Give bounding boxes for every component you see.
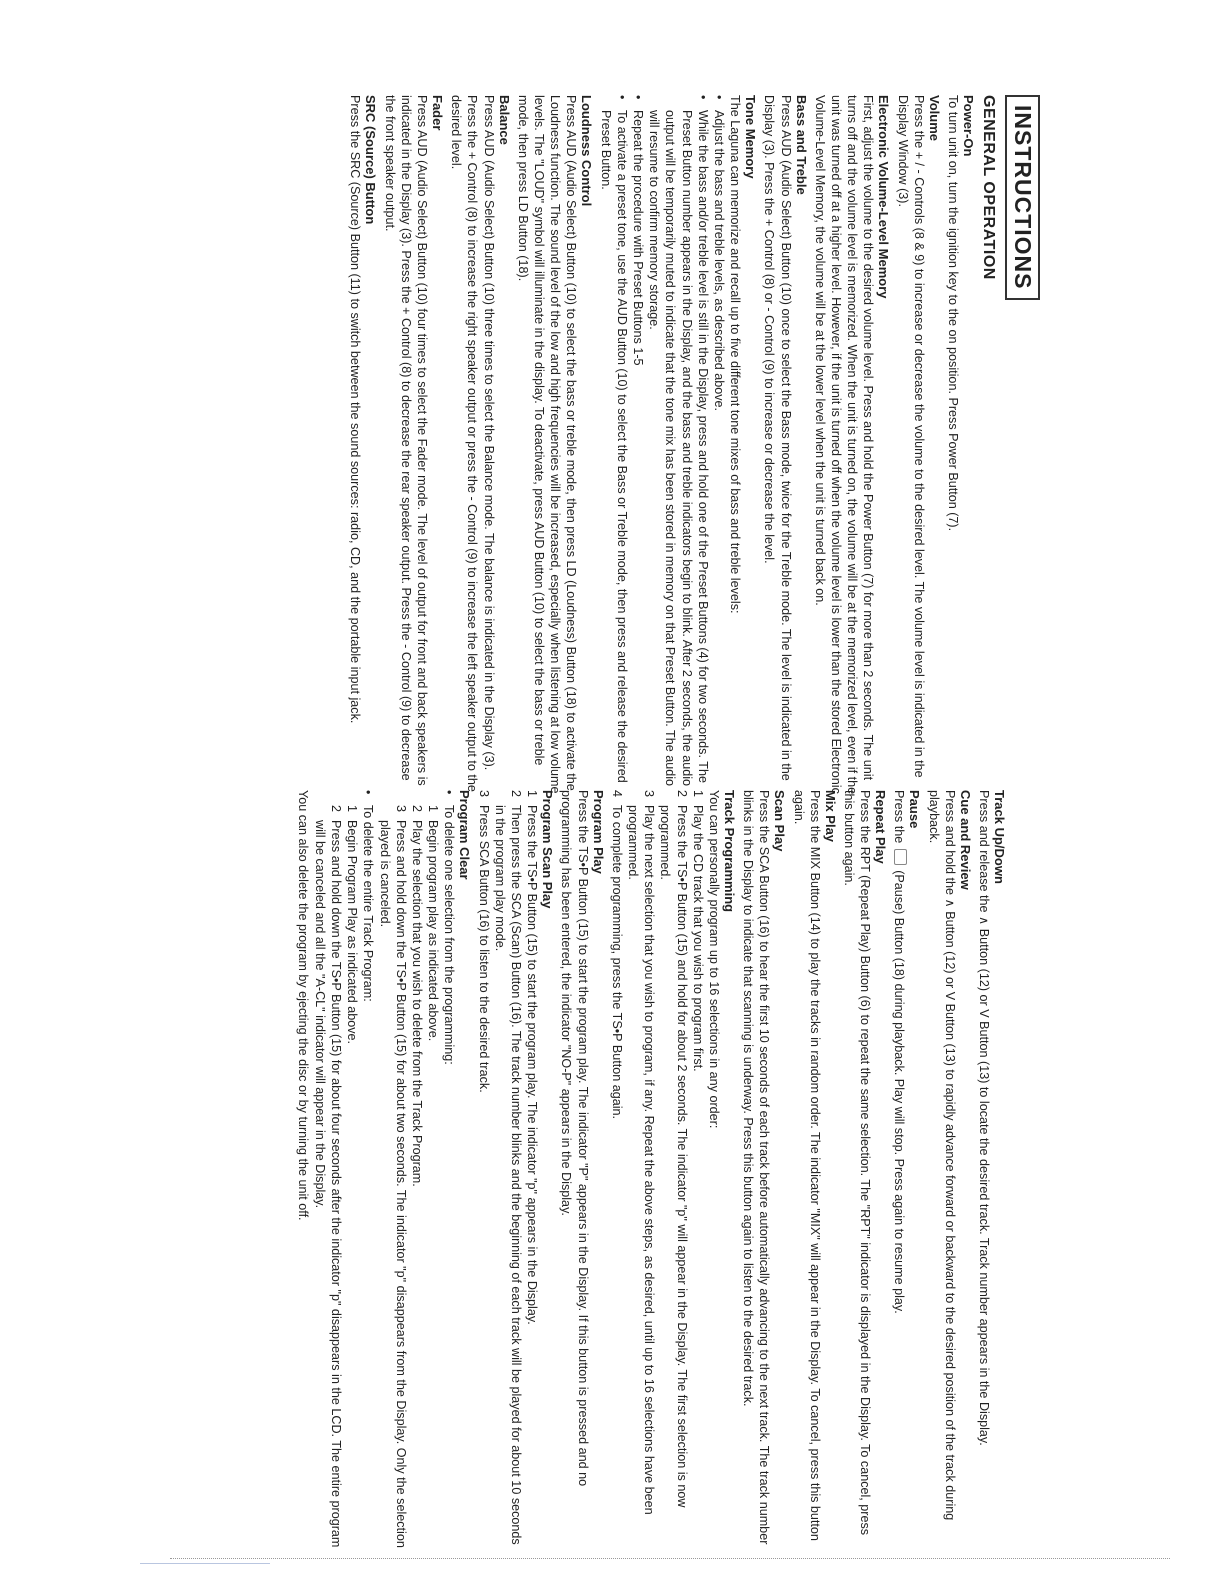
list-item: 1 Begin program play as indicated above. [426,805,441,1042]
track-programming-steps [609,790,706,1550]
evlm-title: Electronic Volume-Level Memory [876,95,892,299]
mix-text: Press the MIX Button (14) to play the tracks in random order. The indicator "MIX" will appear in the Display. To cancel, press this button again. [791,790,822,1541]
loudness-title: Loudness Control [579,95,595,207]
power-on-text: To turn unit on, turn the ignition key to the on position. Press Power Button (7). [946,95,960,532]
track-programming-title: Track Programming [721,790,737,913]
list-item: • Adjust the bass and treble levels, as described above. [711,95,726,412]
list-item: 3 Press SCA Button (16) to listen to the desired track. [476,790,491,1093]
volume-text: Press the + / - Controls (8 & 9) to increase or decrease the volume to the desired level. The volume level is indicated in the Display Window (3). [895,95,926,778]
bullet-icon: • [630,95,645,100]
program-play-text: Press the TS•P Button (15) to start the program play. The indicator "P" appears in the Display. If this button is pressed and no programming has been entered, the indicator "NO-P" appears in the Display. [559,790,590,1487]
scan-text: Press the SCA Button (16) to hear the first 10 seconds of each track before automatically advancing to the next track. The track number blinks in the Display to indicate that scanning is underway. Press this button again to listen to the desired track. [741,790,772,1545]
volume-title: Volume [926,95,942,141]
power-on-title: Power-On [961,95,976,157]
scan-title: Scan Play [772,790,788,852]
list-item: 2 Play the selection that you wish to delete from the Track Program. [409,805,424,1187]
balance-text: Press AUD (Audio Select) Button (10) three times to select the Balance mode. The balance is indicated in the Display (3). Press the + Control (8) to increase the right speaker output or press the - Control (9) to increase the left speaker output to the desired level. [449,95,496,792]
bullet-icon: • [614,95,629,100]
list-item: 2 Press and hold down the TS•P Button (15) for about four seconds after the indicator "p" disappears in the LCD. The entire program will be canceled and all the "A-CL" indicator will appear in the Display. [312,805,343,1548]
loudness-text: Press AUD (Audio Select) Button (10) to select the bass or treble mode, then press LD (Loudness) Button (18) to activate the Loudness function. The sound level of the low and high frequencies will be increased, especially when listening at low volume levels. The "LOUD" symbol will illuminate in the display. To deactivate, press AUD Button (10) to select the bass or treble mode, then press LD Button (18). [515,95,579,794]
pause-icon [894,849,907,865]
bullet-icon: • [695,95,710,100]
bullet-icon: • [361,790,376,795]
scan-edge-mark [140,1563,270,1564]
scan-edge-line [170,1558,1170,1559]
list-item: • Repeat the procedure with Preset Buttons 1-5 [630,95,645,366]
section-heading-general-operation: GENERAL OPERATION [980,95,997,280]
program-clear-list [312,790,458,1550]
src-title: SRC (Source) Button [363,95,379,225]
pause-text: Press the (Pause) Button (18) during playback. Play will stop. Press again to resume play. [892,790,907,1314]
fader-title: Fader [429,95,445,131]
pause-title: Pause [907,790,923,829]
list-item: • While the bass and/or treble level is still in the Display, press and hold one of the Preset Buttons (4) for two seconds. The Preset Button number appears in the Display, and the bass and treble indicators begin to blink. After 2 seconds, the audio output will be temporarily muted to indicate that the tone mix has been stored in memory on that Preset Button. The audio will resume to confirm memory storage. [647,95,710,787]
list-item: 4 To complete programming, press the TS•P Button again. [609,790,624,1120]
list-item: • To delete one selection from the programming: [442,790,457,1065]
cd-operation-column [170,790,1010,1550]
list-item: • To activate a preset tone, use the AUD Button (10) to select the Bass or Treble mode, then press and release the desired Preset Button. [598,95,629,783]
list-item: 1 Play the CD track that you wish to program first. [690,790,705,1072]
mix-title: Mix Play [822,790,838,843]
program-clear-footer: You can also delete the program by ejecting the disc or by turning the unit off. [296,790,311,1221]
list-item: 2 Press the TS•P Button (15) and hold for about 2 seconds. The indicator "p" will appear in the Display. The first selection is now programmed. [658,790,689,1508]
list-item: 1 Press the TS•P Button (15) to start the program play. The indicator "p" appears in the Display. [525,790,540,1325]
bass-treble-title: Bass and Treble [793,95,809,195]
list-item: 3 Play the next selection that you wish to program, if any. Repeat the above steps, as desired, until up to 16 selections have been programmed. [625,790,657,1515]
balance-title: Balance [496,95,512,145]
program-play-title: Program Play [590,790,606,874]
track-programming-text: You can personally program up to 16 selections in any order: [706,790,721,1129]
fader-text: Press AUD (Audio Select) Button (10) four times to select the Fader mode. The level of output for front and back speakers is indicated in the Display (3). Press the + Control (8) to decrease the rear speaker output. Press the - Control (9) to decrease the front speaker output. [382,95,429,786]
bass-treble-text: Press AUD (Audio Select) Button (10) once to select the Bass mode, twice for the Treble mode. The level is indicated in the Display (3). Press the + Control (8) or - Control (9) to increase or decrease the level. [762,95,793,781]
list-item: • To delete the entire Track Program: [361,790,376,1002]
repeat-title: Repeat Play [873,790,889,864]
program-clear-title: Program Clear [457,790,473,880]
list-item: 3 Press and hold down the TS•P Button (15) for about two seconds. The indicator "p" disappears from the Display. Only the selection played is canceled. [377,805,408,1548]
evlm-text: First, adjust the volume to the desired volume level. Press and hold the Power Button (7) for more than 2 seconds. The unit turns off and the volume level is memorized. When the unit is turned on, the volume will be at the memorized level, even if the unit was turned off at a higher level. However, if the unit is turned off when the volume level is lower than the stored Electronic Volume-Level Memory, the volume will be at the lower level when the unit is turned back on. [812,95,876,795]
program-scan-title: Program Scan Play [540,790,556,909]
cue-review-title: Cue and Review [957,790,973,890]
page-title: INSTRUCTIONS [1005,95,1040,300]
cue-review-text: Press and hold the ∧ Button (12) or V Button (13) to rapidly advance forward or backward to the desired position of the track during playback. [926,790,957,1521]
general-operation-column [165,95,1040,795]
list-item: 2 Then press the SCA (Scan) Button (16). The track number blinks and the beginning of each track will be played for about 10 seconds in the program play mode. [492,790,523,1545]
tone-memory-list [597,95,727,795]
tone-memory-text: The Laguna can memorize and recall up to five different tone mixes of bass and treble levels: [728,95,743,614]
repeat-text: Press the RPT (Repeat Play) Button (6) to repeat the same selection. The "RPT" indicator is displayed in the Display. To cancel, press this button again. [841,790,873,1536]
tone-memory-title: Tone Memory [743,95,759,179]
list-item: 1 Begin Program Play as indicated above. [345,805,360,1045]
track-updown-text: Press and release the ∧ Button (12) or V Button (13) to locate the desired track. Track number appears in the Display. [977,790,991,1446]
bullet-icon: • [711,95,726,100]
program-scan-steps [475,790,540,1550]
src-text: Press the SRC (Source) Button (11) to switch between the sound sources: radio, CD, and the portable input jack. [348,95,363,724]
track-updown-title: Track Up/Down [992,790,1007,884]
bullet-icon: • [442,790,457,795]
